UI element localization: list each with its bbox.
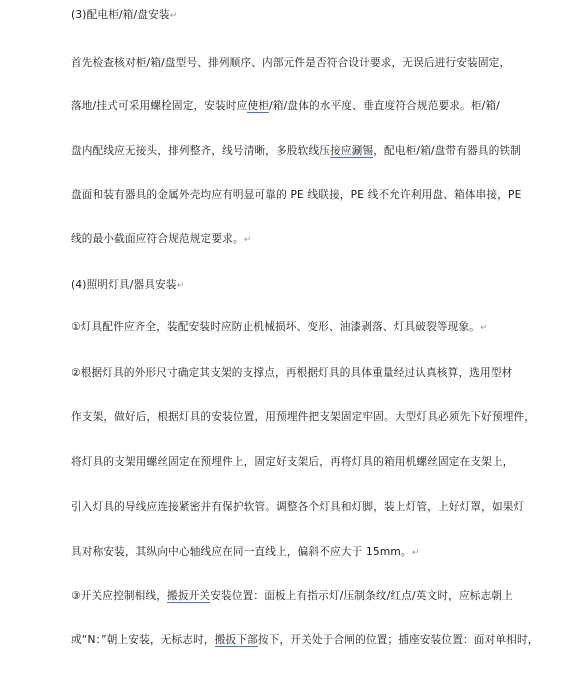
text-segment: ①灯具配件应齐全，装配安装时应防止机械损坏、变形、油漆剥落、灯具破裂等现象。	[71, 321, 481, 333]
paragraph-mark-icon: ↵	[243, 235, 252, 245]
text-segment: ③开关应控制相线，	[71, 590, 168, 602]
underlined-text: 接应涮锡	[330, 145, 374, 157]
text-segment: 引入灯具的导线应连接紧密并有保护软管。调整各个灯具和灯脚，装上灯管，上好灯罩，如果灯	[71, 501, 525, 513]
underlined-text: 使柜	[247, 100, 270, 112]
paragraph-line	[71, 188, 531, 202]
text-segment: 按下，开关处于合闸的位置；插座安装位置：面对单相时，	[257, 634, 539, 646]
paragraph-line	[71, 99, 531, 113]
text-segment: ，配电柜/箱/盘带有器具的铁制	[373, 145, 522, 157]
paragraph-mark-icon: ↵	[480, 323, 488, 333]
text-segment: 盘面和装有器具的金属外壳均应有明显可靠的 PE 线联接，PE 线不允许利用盘、箱体串接，PE	[71, 189, 522, 201]
paragraph-line	[71, 455, 531, 469]
text-segment: 作支架，做好后，根据灯具的安装位置，用预埋件把支架固定牢固。大型灯具必须先下好预埋件，	[71, 411, 536, 423]
text-segment: 安装位置：面板上有指示灯/压制条纹/红点/英文时，应标志朝上	[210, 590, 513, 602]
paragraph-line	[71, 144, 531, 158]
text-segment: 盘内配线应无接头，排列整齐，线号清晰，多股软线压	[71, 145, 331, 157]
paragraph-line	[71, 320, 531, 335]
paragraph-mark-icon: ↵	[169, 11, 178, 21]
text-segment: /箱/盘体的水平度、垂直度符合规范要求。柜/箱/	[269, 100, 501, 112]
text-segment: 线的最小截面应符合规范规定要求。	[71, 233, 244, 245]
text-segment: 将灯具的支架用螺丝固定在预埋件上，固定好支架后，再将灯具的箱用机螺丝固定在支架上，	[71, 456, 514, 468]
paragraph-line	[71, 56, 531, 70]
paragraph-mark-icon: ↵	[411, 548, 420, 558]
underlined-text: 搬扳下部	[214, 634, 258, 646]
underlined-text: 搬扳开关	[167, 590, 211, 602]
paragraph-line	[71, 589, 531, 603]
paragraph-line	[71, 500, 531, 514]
text-segment: 或“N：”朝上安装，无标志时，	[71, 634, 215, 646]
section-heading	[71, 278, 531, 293]
paragraph-line	[71, 545, 531, 560]
paragraph-mark-icon: ↵	[176, 281, 185, 291]
text-segment: 具对称安装，其纵向中心轴线应在同一直线上，偏斜不应大于 15mm。	[71, 546, 412, 558]
text-segment: 首先检查核对柜/箱/盘型号、排列顺序、内部元件是否符合设计要求，无误后进行安装固定，	[71, 57, 511, 69]
text-segment: ②根据灯具的外形尺寸确定其支架的支撑点，再根据灯具的具体重量经过认真核算，选用型材	[71, 367, 513, 379]
text-segment: (4)照明灯具/器具安装	[71, 279, 177, 291]
text-segment: 落地/挂式可采用螺栓固定，安装时应	[71, 100, 248, 112]
paragraph-line	[71, 366, 531, 380]
paragraph-line	[71, 633, 539, 647]
text-segment: (3)配电柜/箱/盘安装	[71, 9, 170, 21]
paragraph-line	[71, 232, 531, 247]
paragraph-line	[71, 410, 536, 424]
section-heading	[71, 8, 531, 23]
